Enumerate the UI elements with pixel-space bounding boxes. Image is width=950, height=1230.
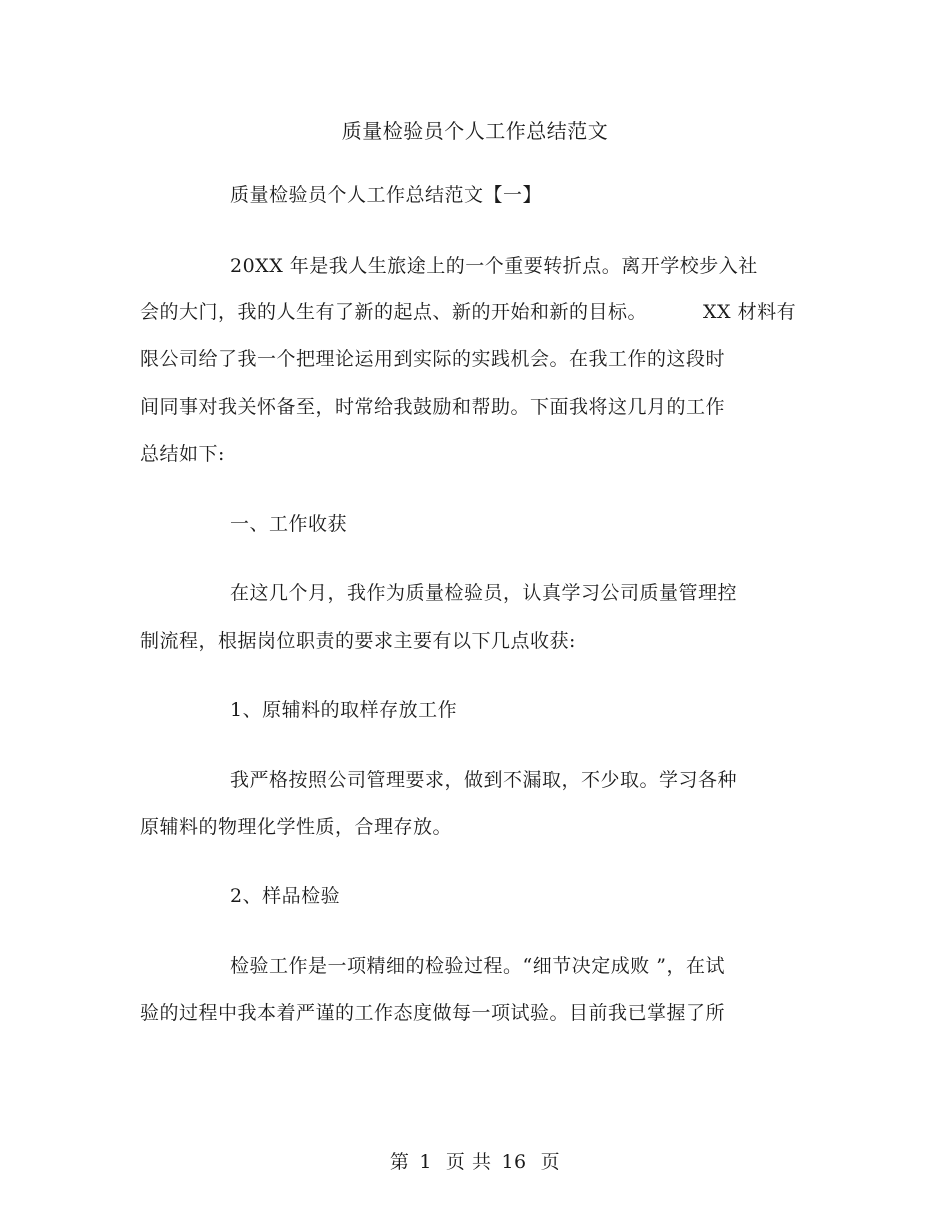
paragraph-line: 间同事对我关怀备至，时常给我鼓励和帮助。下面我将这几月的工作 (140, 396, 726, 418)
paragraph-line: 限公司给了我一个把理论运用到实际的实践机会。在我工作的这段时 (140, 348, 726, 370)
footer-total-pages: 16 (501, 1151, 527, 1173)
paragraph-line: 我严格按照公司管理要求，做到不漏取，不少取。学习各种 (230, 769, 738, 791)
footer-page-number: 1 (419, 1151, 432, 1173)
section-heading: 质量检验员个人工作总结范文【一】 (230, 184, 543, 206)
paragraph-line: XX 材料有 (703, 301, 797, 323)
document-title: 质量检验员个人工作总结范文 (341, 119, 609, 143)
subsection-heading: 2、样品检验 (230, 885, 341, 907)
paragraph-line: 验的过程中我本着严谨的工作态度做每一项试验。目前我已掌握了所 (140, 1002, 726, 1024)
page-footer (0, 1150, 950, 1174)
footer-page-suffix: 页 (540, 1151, 561, 1173)
paragraph-line: 制流程，根据岗位职责的要求主要有以下几点收获: (140, 630, 576, 652)
paragraph-line: 检验工作是一项精细的检验过程。“细节决定成败 ”，在试 (230, 955, 725, 977)
paragraph-line: 会的大门，我的人生有了新的起点、新的开始和新的目标。 (140, 301, 648, 323)
footer-page-prefix: 第 (389, 1151, 410, 1173)
paragraph-line: 在这几个月，我作为质量检验员，认真学习公司质量管理控 (230, 582, 738, 604)
footer-page-mid: 页 共 (445, 1151, 492, 1173)
paragraph-line: 总结如下: (140, 443, 225, 465)
section-heading: 一、工作收获 (230, 513, 348, 535)
paragraph-line: 20XX 年是我人生旅途上的一个重要转折点。离开学校步入社 (230, 255, 758, 277)
paragraph-line: 原辅料的物理化学性质，合理存放。 (140, 816, 453, 838)
subsection-heading: 1、原辅料的取样存放工作 (230, 699, 458, 721)
